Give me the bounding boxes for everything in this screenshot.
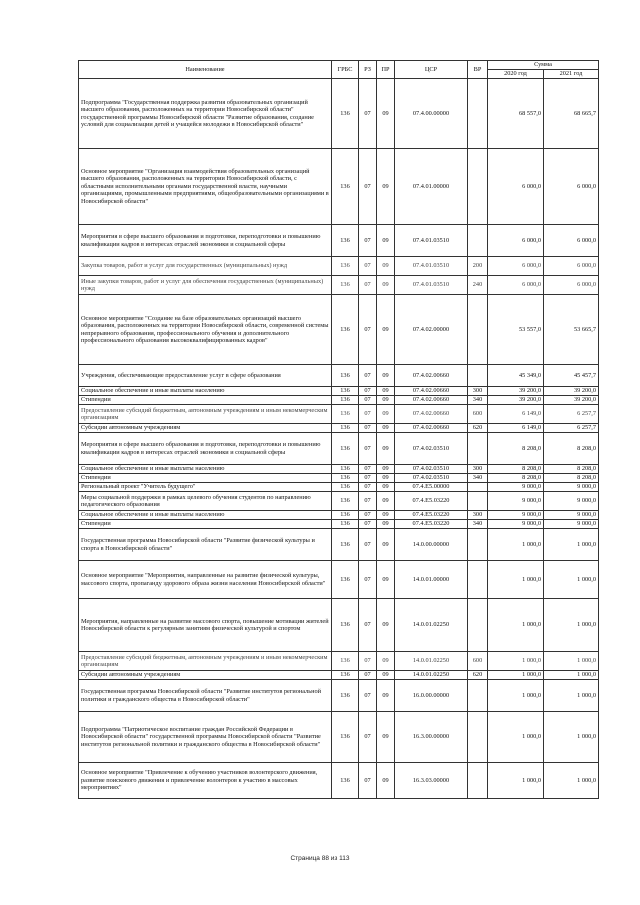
cell-name: Учреждения, обеспечивающие предоставление услуг в сфере образования [79,365,332,387]
cell-grbs: 136 [332,396,359,405]
cell-vr: 340 [468,520,488,529]
cell-sum-2020: 6 000,0 [488,276,544,295]
cell-name: Иные закупки товаров, работ и услуг для обеспечения государственных (муниципальных) нужд [79,276,332,295]
cell-vr [468,433,488,465]
table-row [79,483,599,492]
cell-vr [468,599,488,652]
header-rz: РЗ [359,61,377,79]
cell-pr: 09 [377,529,395,561]
cell-rz: 07 [359,474,377,483]
cell-sum-2021: 6 257,7 [544,424,599,433]
cell-pr: 09 [377,387,395,396]
cell-grbs: 136 [332,276,359,295]
cell-pr: 09 [377,225,395,257]
cell-grbs: 136 [332,599,359,652]
table-row [79,492,599,511]
cell-sum-2021: 6 000,0 [544,276,599,295]
cell-rz: 07 [359,396,377,405]
cell-vr: 300 [468,511,488,520]
header-pr: ПР [377,61,395,79]
cell-vr [468,561,488,599]
cell-sum-2020: 9 000,0 [488,511,544,520]
cell-rz: 07 [359,424,377,433]
cell-pr: 09 [377,520,395,529]
cell-name: Предоставление субсидий бюджетным, автономным учреждениям и иным некоммерческим организациям [79,405,332,424]
cell-pr: 09 [377,295,395,365]
cell-sum-2020: 1 000,0 [488,599,544,652]
cell-grbs: 136 [332,712,359,763]
cell-csr: 07.4.E5.03220 [395,492,468,511]
cell-csr: 07.4.02.03510 [395,474,468,483]
cell-rz: 07 [359,433,377,465]
cell-rz: 07 [359,520,377,529]
cell-vr: 300 [468,465,488,474]
cell-pr: 09 [377,652,395,671]
cell-vr: 600 [468,405,488,424]
cell-sum-2020: 9 000,0 [488,483,544,492]
cell-csr: 07.4.02.00660 [395,424,468,433]
cell-pr: 09 [377,492,395,511]
cell-rz: 07 [359,561,377,599]
cell-name: Стипендии [79,520,332,529]
cell-grbs: 136 [332,561,359,599]
cell-grbs: 136 [332,474,359,483]
cell-sum-2020: 6 000,0 [488,257,544,276]
cell-pr: 09 [377,671,395,680]
cell-csr: 07.4.00.00000 [395,79,468,149]
cell-rz: 07 [359,529,377,561]
cell-name: Основное мероприятие "Мероприятия, направленные на развитие физической культуры, массового спорта, пропаганду здорового образа жизни населения Новосибирской области" [79,561,332,599]
cell-vr [468,680,488,712]
cell-csr: 07.4.01.00000 [395,149,468,225]
cell-pr: 09 [377,424,395,433]
cell-sum-2020: 8 208,0 [488,474,544,483]
table-row [79,511,599,520]
cell-sum-2021: 6 000,0 [544,257,599,276]
cell-sum-2021: 8 208,0 [544,474,599,483]
cell-sum-2021: 68 665,7 [544,79,599,149]
cell-vr [468,149,488,225]
table-row [79,295,599,365]
cell-sum-2020: 1 000,0 [488,712,544,763]
header-grbs: ГРБС [332,61,359,79]
cell-vr [468,712,488,763]
cell-rz: 07 [359,149,377,225]
cell-sum-2020: 1 000,0 [488,763,544,799]
cell-name: Мероприятия, направленные на развитие массового спорта, повышение мотивации жителей Новосибирской области к регулярным занятиям физической культурой и спортом [79,599,332,652]
table-row [79,763,599,799]
cell-rz: 07 [359,387,377,396]
cell-rz: 07 [359,599,377,652]
cell-sum-2021: 9 000,0 [544,483,599,492]
cell-name: Основное мероприятие "Создание на базе образовательных организаций высшего образования, расположенных на территории Новосибирской области, современной системы непрерывного образования, профессионального обучения и дополнительного профессионального образования высококвалифицированных кадров" [79,295,332,365]
cell-csr: 07.4.02.03510 [395,465,468,474]
cell-rz: 07 [359,483,377,492]
cell-vr: 620 [468,424,488,433]
header-csr: ЦСР [395,61,468,79]
cell-csr: 07.4.E5.03220 [395,511,468,520]
table-row [79,257,599,276]
cell-rz: 07 [359,712,377,763]
cell-grbs: 136 [332,483,359,492]
cell-csr: 07.4.02.00660 [395,396,468,405]
cell-csr: 07.4.01.03510 [395,276,468,295]
cell-pr: 09 [377,405,395,424]
cell-grbs: 136 [332,405,359,424]
cell-grbs: 136 [332,671,359,680]
cell-pr: 09 [377,365,395,387]
cell-sum-2021: 1 000,0 [544,712,599,763]
cell-name: Государственная программа Новосибирской области "Развитие физической культуры и спорта в Новосибирской области" [79,529,332,561]
cell-pr: 09 [377,483,395,492]
cell-csr: 14.0.01.02250 [395,671,468,680]
table-row [79,465,599,474]
cell-grbs: 136 [332,365,359,387]
cell-vr: 620 [468,671,488,680]
cell-grbs: 136 [332,511,359,520]
cell-grbs: 136 [332,652,359,671]
cell-sum-2020: 39 200,0 [488,387,544,396]
cell-sum-2021: 1 000,0 [544,599,599,652]
cell-vr: 300 [468,387,488,396]
header-year-2021: 2021 год [544,70,599,79]
cell-pr: 09 [377,433,395,465]
cell-sum-2020: 1 000,0 [488,529,544,561]
table-row [79,671,599,680]
cell-grbs: 136 [332,680,359,712]
cell-sum-2021: 9 000,0 [544,511,599,520]
cell-sum-2020: 6 149,0 [488,405,544,424]
cell-rz: 07 [359,405,377,424]
cell-vr [468,225,488,257]
table-row [79,79,599,149]
cell-rz: 07 [359,680,377,712]
cell-csr: 14.0.01.00000 [395,561,468,599]
cell-sum-2020: 9 000,0 [488,492,544,511]
table-row [79,712,599,763]
cell-rz: 07 [359,225,377,257]
cell-name: Подпрограмма "Патриотическое воспитание граждан Российской Федерации в Новосибирской области" государственной программы Новосибирской области "Развитие институтов региональной политики и гражданского общества в Новосибирской области" [79,712,332,763]
cell-rz: 07 [359,763,377,799]
cell-name: Субсидии автономным учреждениям [79,424,332,433]
cell-grbs: 136 [332,520,359,529]
cell-csr: 07.4.E5.00000 [395,483,468,492]
cell-csr: 07.4.02.00660 [395,365,468,387]
cell-sum-2021: 9 000,0 [544,520,599,529]
cell-sum-2020: 39 200,0 [488,396,544,405]
cell-name: Стипендии [79,474,332,483]
cell-sum-2020: 9 000,0 [488,520,544,529]
table-row [79,474,599,483]
cell-grbs: 136 [332,465,359,474]
cell-sum-2021: 39 200,0 [544,396,599,405]
table-row [79,149,599,225]
cell-name: Мероприятия в сфере высшего образования и подготовки, переподготовки и повышению квалификации кадров в интересах отраслей экономики и социальной сферы [79,433,332,465]
table-row [79,599,599,652]
cell-grbs: 136 [332,79,359,149]
cell-rz: 07 [359,511,377,520]
cell-rz: 07 [359,365,377,387]
table-row [79,520,599,529]
cell-vr [468,763,488,799]
cell-sum-2021: 1 000,0 [544,671,599,680]
cell-vr: 200 [468,257,488,276]
cell-rz: 07 [359,295,377,365]
table-row [79,652,599,671]
cell-vr [468,365,488,387]
cell-csr: 14.0.00.00000 [395,529,468,561]
cell-sum-2020: 45 349,0 [488,365,544,387]
cell-sum-2020: 1 000,0 [488,680,544,712]
table-row [79,365,599,387]
cell-csr: 07.4.02.00660 [395,387,468,396]
cell-name: Меры социальной поддержки в рамках целевого обучения студентов по направлению педагогического образования [79,492,332,511]
cell-sum-2021: 1 000,0 [544,763,599,799]
page-number: Страница 88 из 113 [290,855,350,862]
cell-sum-2020: 6 149,0 [488,424,544,433]
table-row [79,276,599,295]
cell-vr: 240 [468,276,488,295]
cell-name: Социальное обеспечение и иные выплаты населению [79,465,332,474]
cell-pr: 09 [377,680,395,712]
cell-csr: 16.0.00.00000 [395,680,468,712]
cell-pr: 09 [377,79,395,149]
cell-sum-2021: 8 208,0 [544,433,599,465]
cell-name: Основное мероприятие "Привлечение к обучению участников волонтерского движения, развитие поискового движения и привлечение волонтеров к участию в массовых мероприятиях" [79,763,332,799]
cell-grbs: 136 [332,763,359,799]
cell-csr: 07.4.01.03510 [395,257,468,276]
cell-sum-2021: 39 200,0 [544,387,599,396]
cell-sum-2020: 53 557,0 [488,295,544,365]
cell-name: Подпрограмма "Государственная поддержка развития образовательных организаций высшего образования, расположенных на территории Новосибирской области" государственной программы Новосибирской области "Развитие образования, создание условий для социализации детей и учащейся молодежи в Новосибирской области" [79,79,332,149]
header-sum: Сумма [488,61,599,70]
cell-vr: 340 [468,396,488,405]
header-year-2020: 2020 год [488,70,544,79]
cell-sum-2021: 53 665,7 [544,295,599,365]
cell-sum-2021: 1 000,0 [544,680,599,712]
cell-sum-2021: 1 000,0 [544,529,599,561]
cell-pr: 09 [377,511,395,520]
cell-vr [468,79,488,149]
cell-pr: 09 [377,149,395,225]
cell-name: Социальное обеспечение и иные выплаты населению [79,387,332,396]
table-body [79,79,599,799]
cell-csr: 07.4.E5.03220 [395,520,468,529]
cell-pr: 09 [377,712,395,763]
cell-vr [468,529,488,561]
cell-name: Стипендии [79,396,332,405]
cell-name: Основное мероприятие "Организация взаимодействия образовательных организаций высшего образования, расположенных на территории Новосибирской области, с областными исполнительными органами государственной власти, научными организациями, промышленными предприятиями, общеобразовательными организациями в Новосибирской области" [79,149,332,225]
cell-name: Социальное обеспечение и иные выплаты населению [79,511,332,520]
cell-grbs: 136 [332,149,359,225]
cell-pr: 09 [377,276,395,295]
cell-sum-2021: 6 257,7 [544,405,599,424]
cell-csr: 07.4.02.00000 [395,295,468,365]
table-row [79,433,599,465]
cell-grbs: 136 [332,225,359,257]
cell-name: Мероприятия в сфере высшего образования и подготовки, переподготовки и повышению квалификации кадров в интересах отраслей экономики и социальной сферы [79,225,332,257]
budget-table [78,60,599,799]
cell-pr: 09 [377,474,395,483]
cell-csr: 07.4.02.00660 [395,405,468,424]
cell-csr: 16.3.03.00000 [395,763,468,799]
cell-pr: 09 [377,465,395,474]
header-name: Наименование [79,61,332,79]
cell-rz: 07 [359,671,377,680]
cell-vr [468,295,488,365]
cell-pr: 09 [377,561,395,599]
cell-csr: 07.4.02.03510 [395,433,468,465]
cell-csr: 16.3.00.00000 [395,712,468,763]
cell-name: Государственная программа Новосибирской области "Развитие институтов региональной политики и гражданского общества в Новосибирской области" [79,680,332,712]
cell-vr: 600 [468,652,488,671]
table-row [79,424,599,433]
cell-pr: 09 [377,396,395,405]
cell-grbs: 136 [332,529,359,561]
cell-rz: 07 [359,492,377,511]
cell-sum-2020: 1 000,0 [488,561,544,599]
cell-sum-2020: 8 208,0 [488,433,544,465]
cell-vr [468,483,488,492]
cell-rz: 07 [359,257,377,276]
cell-name: Предоставление субсидий бюджетным, автономным учреждениям и иным некоммерческим организациям [79,652,332,671]
table-row [79,387,599,396]
table-row [79,529,599,561]
cell-sum-2020: 6 000,0 [488,225,544,257]
cell-sum-2020: 68 557,0 [488,79,544,149]
cell-rz: 07 [359,465,377,474]
cell-csr: 14.0.01.02250 [395,599,468,652]
cell-sum-2020: 1 000,0 [488,671,544,680]
cell-sum-2020: 8 208,0 [488,465,544,474]
cell-sum-2020: 1 000,0 [488,652,544,671]
cell-sum-2021: 45 457,7 [544,365,599,387]
table-row [79,225,599,257]
cell-csr: 14.0.01.02250 [395,652,468,671]
cell-sum-2021: 8 208,0 [544,465,599,474]
cell-sum-2021: 9 000,0 [544,492,599,511]
cell-sum-2020: 6 000,0 [488,149,544,225]
cell-sum-2021: 6 000,0 [544,149,599,225]
cell-pr: 09 [377,257,395,276]
cell-pr: 09 [377,763,395,799]
cell-name: Субсидии автономным учреждениям [79,671,332,680]
table-row [79,561,599,599]
cell-csr: 07.4.01.03510 [395,225,468,257]
cell-name: Закупка товаров, работ и услуг для государственных (муниципальных) нужд [79,257,332,276]
cell-pr: 09 [377,599,395,652]
table-row [79,405,599,424]
cell-grbs: 136 [332,492,359,511]
cell-grbs: 136 [332,433,359,465]
cell-name: Региональный проект "Учитель будущего" [79,483,332,492]
cell-grbs: 136 [332,424,359,433]
cell-rz: 07 [359,276,377,295]
table-row [79,396,599,405]
header-vr: ВР [468,61,488,79]
cell-sum-2021: 1 000,0 [544,652,599,671]
cell-sum-2021: 6 000,0 [544,225,599,257]
cell-vr: 340 [468,474,488,483]
cell-grbs: 136 [332,295,359,365]
cell-grbs: 136 [332,257,359,276]
cell-rz: 07 [359,652,377,671]
table-row [79,680,599,712]
cell-vr [468,492,488,511]
cell-sum-2021: 1 000,0 [544,561,599,599]
cell-grbs: 136 [332,387,359,396]
cell-rz: 07 [359,79,377,149]
